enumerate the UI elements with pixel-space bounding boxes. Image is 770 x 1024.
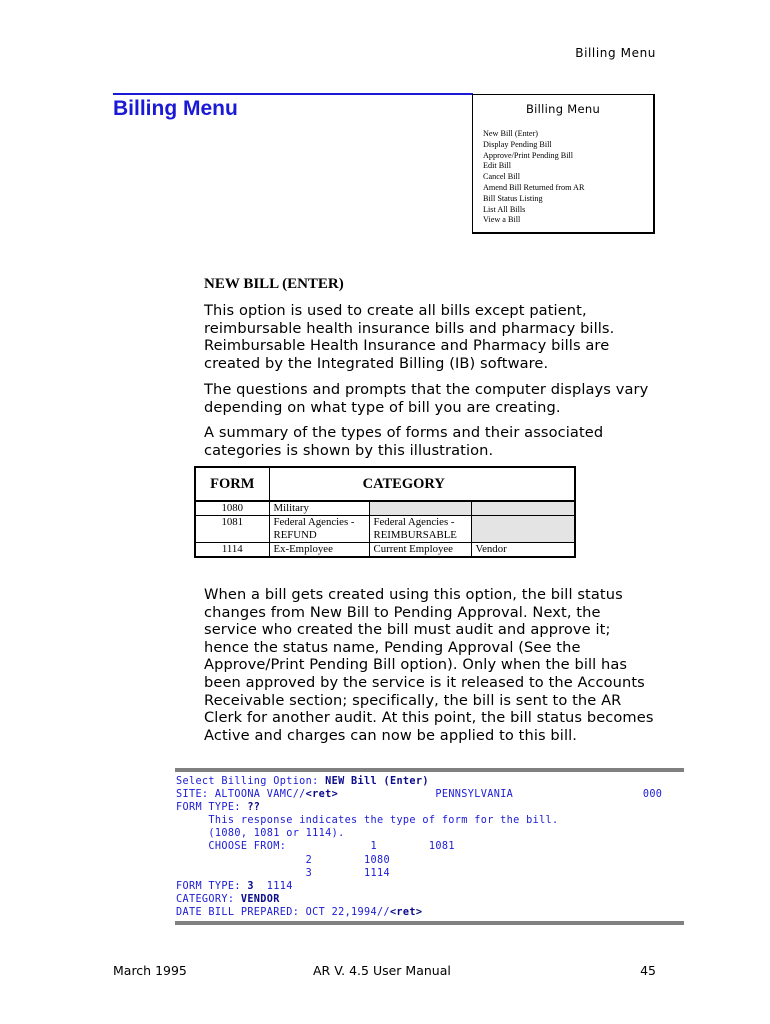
running-header: Billing Menu <box>575 46 656 60</box>
category-cell: Military <box>269 501 369 516</box>
term-input: <ret> <box>305 789 339 801</box>
category-cell <box>471 516 575 543</box>
menu-option: New Bill (Enter) <box>483 129 539 138</box>
footer-date: March 1995 <box>113 963 187 978</box>
category-header-label: CATEGORY <box>362 475 445 492</box>
term-prompt: Select Billing Option: <box>176 776 326 787</box>
menu-option: List All Bills <box>483 204 526 214</box>
paragraph: When a bill gets created using this option, the bill status changes from New Bill to Pending Approval. Next, the service who created the bill must audit and approve it; hence the status name, Pending Approval (See the Approve/Print Pending Bill option). Only when the bill has been approved by the service is it released to the Accounts Receivable section; specifically, the bill is sent to the AR Clerk for another audit. At this point, the bill status becomes Active and charges can now be applied to this bill. <box>204 586 654 744</box>
terminal-bottom-rule <box>175 921 684 925</box>
term-input: NEW Bill (Enter) <box>325 776 429 787</box>
menu-option: Amend Bill Returned from AR <box>483 182 585 192</box>
term-text: 1080 <box>364 854 390 866</box>
term-prompt: FORM TYPE: <box>176 802 248 814</box>
table-row <box>195 543 575 558</box>
form-column-header: FORM <box>195 467 269 501</box>
term-text: 1081 <box>428 841 455 853</box>
title-rule <box>113 93 473 95</box>
term-text: 000 <box>642 789 663 801</box>
menu-option-list <box>483 129 584 226</box>
term-text: 1114 <box>266 880 293 892</box>
section-heading: NEW BILL (ENTER) <box>204 276 344 292</box>
category-cell: Federal Agencies - REIMBURSABLE <box>369 516 471 543</box>
menu-option: Edit Bill <box>483 161 511 171</box>
category-cell <box>471 501 575 516</box>
term-text: 1114 <box>364 867 390 879</box>
term-input: <ret> <box>389 906 423 918</box>
paragraph: A summary of the types of forms and their associated categories is shown by this illustration. <box>204 424 604 459</box>
category-cell: Ex-Employee <box>269 543 369 558</box>
table-row <box>195 501 575 516</box>
menu-box-title: Billing Menu <box>525 102 601 116</box>
footer-manual-title: AR V. 4.5 User Manual <box>313 963 451 978</box>
term-prompt: SITE: ALTOONA VAMC// <box>176 789 306 801</box>
term-text: CHOOSE FROM: <box>208 841 287 853</box>
page-number: 45 <box>640 963 656 978</box>
category-cell <box>369 501 471 516</box>
terminal-session <box>176 775 686 919</box>
page-title: Billing Menu <box>113 97 238 120</box>
form-cell: 1080 <box>195 501 269 516</box>
term-input: ?? <box>247 802 261 814</box>
paragraph: The questions and prompts that the computer displays vary depending on what type of bill you are creating. <box>204 381 649 416</box>
billing-menu-box <box>472 94 655 234</box>
term-text: 2 <box>305 854 313 866</box>
term-input: VENDOR <box>240 893 280 905</box>
terminal-top-rule <box>175 768 684 772</box>
term-text: 3 <box>305 867 313 879</box>
menu-option: Bill Status Listing <box>483 193 543 203</box>
category-cell: Current Employee <box>369 543 471 558</box>
term-prompt: FORM TYPE: <box>176 880 248 892</box>
paragraph: This option is used to create all bills except patient, reimbursable health insurance bills and pharmacy bills. Reimbursable Health Insurance and Pharmacy bills are created by the Integrated Billing (IB) software. <box>204 302 615 372</box>
term-text: This response indicates the type of form for the bill. <box>208 815 559 827</box>
table-row <box>195 516 575 543</box>
menu-option: Approve/Print Pending Bill <box>483 150 574 160</box>
category-cell: Federal Agencies - REFUND <box>269 516 369 543</box>
form-cell: 1114 <box>195 543 269 558</box>
term-text: (1080, 1081 or 1114). <box>208 828 345 840</box>
term-text: PENNSYLVANIA <box>435 789 514 801</box>
form-category-table <box>194 466 576 558</box>
term-text: 1 <box>370 841 378 853</box>
category-column-header <box>269 467 575 501</box>
category-cell: Vendor <box>471 543 575 558</box>
menu-option: Cancel Bill <box>483 172 521 182</box>
menu-option: View a Bill <box>483 215 521 225</box>
menu-option: Display Pending Bill <box>483 139 552 149</box>
term-prompt: CATEGORY: <box>176 893 241 905</box>
term-prompt: DATE BILL PREPARED: OCT 22,1994// <box>176 906 390 918</box>
form-cell: 1081 <box>195 516 269 543</box>
table-header-row <box>195 467 575 501</box>
term-input: 3 <box>247 880 254 892</box>
